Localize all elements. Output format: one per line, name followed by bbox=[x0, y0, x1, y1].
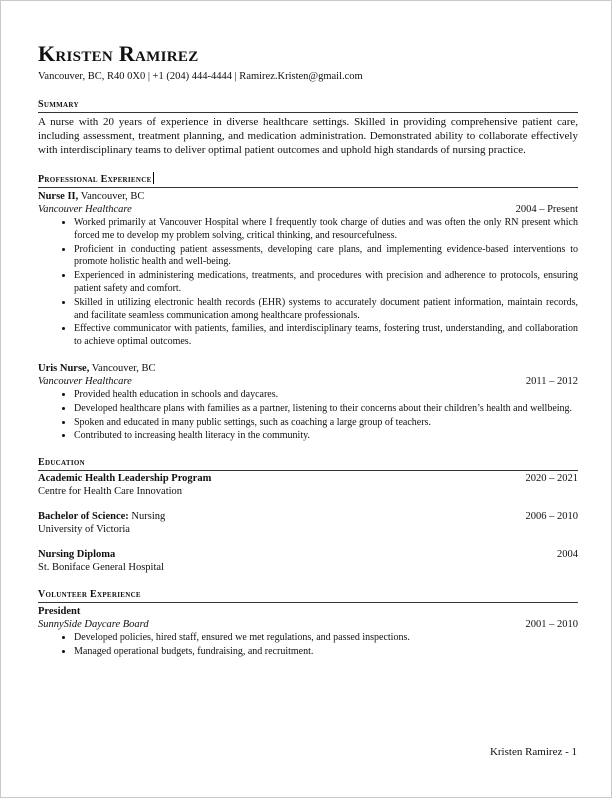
job-dates: 2011 – 2012 bbox=[525, 375, 578, 387]
bullet-item: • Developed healthcare plans with families as a partner, listening to their concerns about their children’s health and wellbeing. bbox=[74, 402, 578, 416]
job-title-row bbox=[38, 190, 578, 203]
degree-field: Nursing bbox=[128, 511, 166, 523]
bullet-item: • Experienced in administering medications, treatments, and procedures with precision and adherence to protocols, ensuring patient safety and comfort. bbox=[74, 269, 578, 296]
job-title: Uris Nurse, bbox=[38, 362, 90, 374]
volunteer-dates: 2001 – 2010 bbox=[525, 619, 578, 631]
degree-name: Academic Health Leadership Program bbox=[38, 473, 212, 485]
volunteer-org: SunnySide Daycare Board bbox=[38, 619, 149, 631]
summary-text: A nurse with 20 years of experience in diverse healthcare settings. Skilled in providing comprehensive patient care, including assessment, treatment planning, and medication administration. Demonstrated ability to collaborate effectively with interdisciplinary teams to deliver optimal patient outcomes and uphold high standards of nursing practice. bbox=[38, 116, 578, 156]
job-employer: Vancouver Healthcare bbox=[38, 375, 132, 387]
job-bullets bbox=[38, 216, 578, 349]
volunteer-bullets bbox=[38, 631, 578, 659]
job-title: Nurse II, bbox=[38, 191, 79, 202]
volunteer-role-row bbox=[38, 605, 578, 618]
bullet-item: • Spoken and educated in many public settings, such as coaching a large group of teachers. bbox=[74, 416, 578, 430]
education-school-row bbox=[38, 523, 578, 536]
job-dates: 2004 – Present bbox=[515, 204, 578, 215]
school-name: St. Boniface General Hospital bbox=[38, 562, 164, 574]
bullet-item: • Worked primarily at Vancouver Hospital where I frequently took charge of duties and was often the only RN present which forced me to develop my problem solving, critical thinking, and resourcefulness. bbox=[74, 216, 578, 243]
degree-line bbox=[38, 472, 211, 485]
job-title-row bbox=[38, 362, 578, 375]
bullet-item: • Effective communicator with patients, families, and interdisciplinary teams, fostering trust, understanding, and collaboration to achieve optimal outcomes. bbox=[74, 322, 578, 349]
job-employer-row bbox=[38, 375, 578, 388]
contact-line: Vancouver, BC, R40 0X0 | +1 (204) 444-4444 | Ramirez.Kristen@gmail.com bbox=[38, 71, 363, 82]
job-entry bbox=[38, 190, 578, 349]
job-entry bbox=[38, 362, 578, 443]
bullet-item: • Provided health education in schools and daycares. bbox=[74, 388, 578, 402]
page-footer: Kristen Ramirez - 1 bbox=[489, 746, 577, 758]
degree-name: Bachelor of Science: bbox=[38, 511, 129, 523]
summary-heading: Summary bbox=[38, 99, 578, 113]
text-cursor bbox=[153, 172, 154, 184]
candidate-name: Kristen Ramirez bbox=[38, 41, 199, 66]
resume-content bbox=[38, 41, 578, 659]
job-location: Vancouver, BC bbox=[89, 362, 156, 374]
education-degree-row bbox=[38, 472, 578, 485]
bullet-item: • Managed operational budgets, fundraising, and recruitment. bbox=[74, 645, 578, 659]
education-school-row bbox=[38, 485, 578, 498]
experience-heading-label: Professional Experience bbox=[38, 174, 152, 185]
education-degree-row bbox=[38, 510, 578, 523]
volunteer-role: President bbox=[38, 606, 81, 618]
volunteer-org-row bbox=[38, 618, 578, 631]
experience-heading bbox=[38, 172, 578, 188]
education-entry bbox=[38, 472, 578, 498]
job-employer-row bbox=[38, 203, 578, 216]
volunteer-entry bbox=[38, 605, 578, 659]
education-entry bbox=[38, 510, 578, 536]
job-employer: Vancouver Healthcare bbox=[38, 204, 132, 215]
job-bullets bbox=[38, 388, 578, 443]
education-school-row bbox=[38, 561, 578, 574]
education-degree-row bbox=[38, 548, 578, 561]
education-entry bbox=[38, 548, 578, 574]
job-title-line bbox=[38, 362, 156, 375]
education-dates: 2006 – 2010 bbox=[525, 511, 578, 523]
degree-name: Nursing Diploma bbox=[38, 549, 116, 561]
job-location: Vancouver, BC bbox=[78, 191, 145, 202]
education-heading: Education bbox=[38, 457, 578, 471]
degree-line bbox=[38, 548, 115, 561]
education-dates: 2004 bbox=[557, 549, 578, 561]
bullet-item: • Skilled in utilizing electronic health records (EHR) systems to accurately document patient information, maintain records, and facilitate seamless communication among healthcare professionals. bbox=[74, 296, 578, 323]
bullet-item: • Proficient in conducting patient assessments, developing care plans, and implementing evidence-based interventions to promote holistic health and well-being. bbox=[74, 243, 578, 270]
job-title-line bbox=[38, 190, 144, 203]
degree-line bbox=[38, 510, 165, 523]
school-name: Centre for Health Care Innovation bbox=[38, 486, 183, 498]
bullet-item: • Developed policies, hired staff, ensured we met regulations, and passed inspections. bbox=[74, 631, 578, 645]
education-dates: 2020 – 2021 bbox=[525, 473, 578, 485]
school-name: University of Victoria bbox=[38, 524, 130, 536]
bullet-item: • Contributed to increasing health literacy in the community. bbox=[74, 429, 578, 443]
volunteer-heading: Volunteer Experience bbox=[38, 589, 578, 603]
